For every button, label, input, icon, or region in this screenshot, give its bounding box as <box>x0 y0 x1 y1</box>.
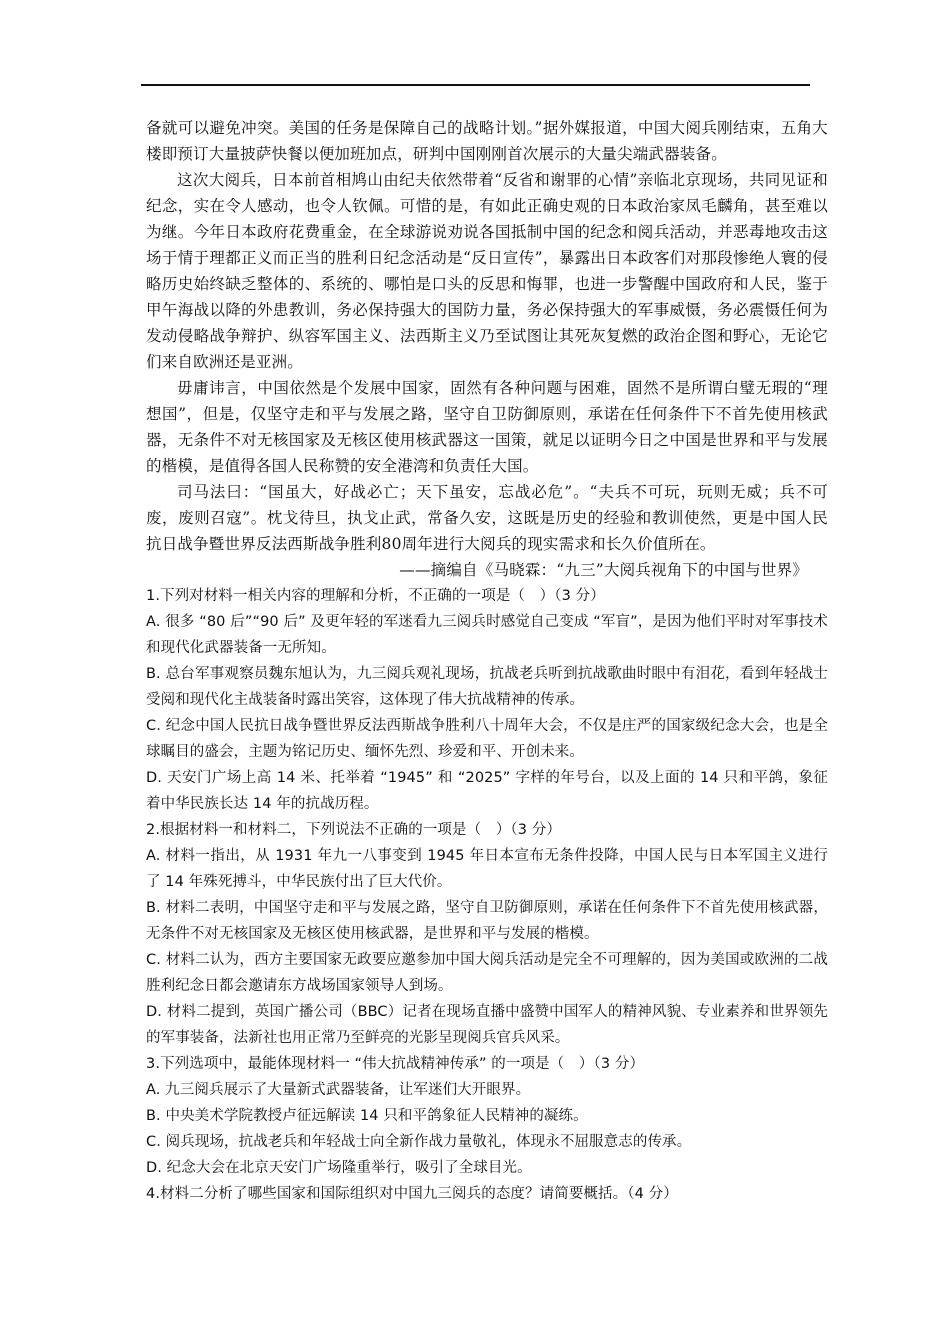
option-d: D. 材料二提到，英国广播公司（BBC）记者在现场直播中盛赞中国军人的精神风貌、专业素养和世界领先的军事装备，法新社也用正常乃至鲜亮的光影呈现阅兵官兵风采。 <box>146 1004 828 1046</box>
option-b: B. 材料二表明，中国坚守走和平与发展之路，坚守自卫防御原则，承诺在任何条件下不首先使用核武器，无条件不对无核国家及无核区使用核武器，是世界和平与发展的楷模。 <box>146 900 828 942</box>
option-a: A. 九三阅兵展示了大量新式武器装备，让军迷们大开眼界。 <box>146 1082 531 1098</box>
question-stem: 3.下列选项中，最能体现材料一 “伟大抗战精神传承” 的一项是（ ）（3 分） <box>146 1056 645 1072</box>
question-stem: 2.根据材料一和材料二，下列说法不正确的一项是（ ）（3 分） <box>146 822 562 838</box>
reading-passage <box>146 115 828 583</box>
option-a: A. 很多 “80 后”“90 后” 及更年轻的军迷看九三阅兵时感觉自己变成 “军盲”，是因为他们平时对军事技术和现代化武器装备一无所知。 <box>146 614 828 656</box>
option-b: B. 总台军事观察员魏东旭认为，九三阅兵观礼现场，抗战老兵听到抗战歌曲时眼中有泪花，看到年轻战士受阅和现代化主战装备时露出笑容，这体现了伟大抗战精神的传承。 <box>146 666 828 708</box>
option-c: C. 阅兵现场，抗战老兵和年轻战士向全新作战力量敬礼，体现永不屈服意志的传承。 <box>146 1134 692 1150</box>
question-stem: 4.材料二分析了哪些国家和国际组织对中国九三阅兵的态度？请简要概括。（4 分） <box>146 1186 678 1202</box>
option-c: C. 材料二认为，西方主要国家无政要应邀参加中国大阅兵活动是完全不可理解的，因为美国或欧洲的二战胜利纪念日都会邀请东方战场国家领导人到场。 <box>146 952 828 994</box>
passage-source: ——摘编自《马晓霖：“九三”大阅兵视角下的中国与世界》 <box>399 561 808 579</box>
question-2 <box>146 817 828 1051</box>
option-c: C. 纪念中国人民抗日战争暨世界反法西斯战争胜利八十周年大会，不仅是庄严的国家级纪念大会，也是全球瞩目的盛会，主题为铭记历史、缅怀先烈、珍爱和平、开创未来。 <box>146 718 828 760</box>
header-rule <box>141 84 810 86</box>
question-stem: 1.下列对材料一相关内容的理解和分析，不正确的一项是（ ）（3 分） <box>146 588 605 604</box>
passage-paragraph-1: 备就可以避免冲突。美国的任务是保障自己的战略计划。”据外媒报道，中国大阅兵刚结束，五角大楼即预订大量披萨快餐以便加班加点，研判中国刚刚首次展示的大量尖端武器装备。 <box>146 119 828 163</box>
question-1 <box>146 583 828 817</box>
option-b: B. 中央美术学院教授卢征远解读 14 只和平鸽象征人民精神的凝练。 <box>146 1108 588 1124</box>
option-d: D. 纪念大会在北京天安门广场隆重举行，吸引了全球目光。 <box>146 1160 532 1176</box>
question-3 <box>146 1051 828 1181</box>
page-content <box>146 115 828 1207</box>
question-4 <box>146 1181 828 1207</box>
passage-paragraph-2: 这次大阅兵，日本前首相鸠山由纪夫依然带着“反省和谢罪的心情”亲临北京现场，共同见证和纪念，实在令人感动，也令人钦佩。可惜的是，有如此正确史观的日本政治家凤毛麟角，甚至难以为继。今年日本政府花费重金，在全球游说劝说各国抵制中国的纪念和阅兵活动，并恶毒地攻击这场于情于理都正义而正当的胜利日纪念活动是“反日宣传”，暴露出日本政客们对那段惨绝人寰的侵略历史始终缺乏整体的、系统的、哪怕是口头的反思和悔罪，也进一步警醒中国政府和人民，鉴于甲午海战以降的外患教训，务必保持强大的国防力量，务必保持强大的军事威慑，务必震慑任何为发动侵略战争辩护、纵容军国主义、法西斯主义乃至试图让其死灰复燃的政治企图和野心，无论它们来自欧洲还是亚洲。 <box>146 171 828 371</box>
option-d: D. 天安门广场上高 14 米、托举着 “1945” 和 “2025” 字样的年号台，以及上面的 14 只和平鸽，象征着中华民族长达 14 年的抗战历程。 <box>146 770 828 812</box>
passage-paragraph-4: 司马法曰：“国虽大，好战必亡；天下虽安，忘战必危”。“夫兵不可玩，玩则无威；兵不可废，废则召寇”。枕戈待旦，执戈止武，常备久安，这既是历史的经验和教训使然，更是中国人民抗日战争暨世界反法西斯战争胜利80周年进行大阅兵的现实需求和长久价值所在。 <box>146 483 828 553</box>
option-a: A. 材料一指出，从 1931 年九一八事变到 1945 年日本宣布无条件投降，中国人民与日本军国主义进行了 14 年殊死搏斗，中华民族付出了巨大代价。 <box>146 848 828 890</box>
passage-paragraph-3: 毋庸讳言，中国依然是个发展中国家，固然有各种问题与困难，固然不是所谓白璧无瑕的“理想国”，但是，仅坚守走和平与发展之路，坚守自卫防御原则，承诺在任何条件下不首先使用核武器，无条件不对无核国家及无核区使用核武器这一国策，就足以证明今日之中国是世界和平与发展的楷模，是值得各国人民称赞的安全港湾和负责任大国。 <box>146 379 828 475</box>
